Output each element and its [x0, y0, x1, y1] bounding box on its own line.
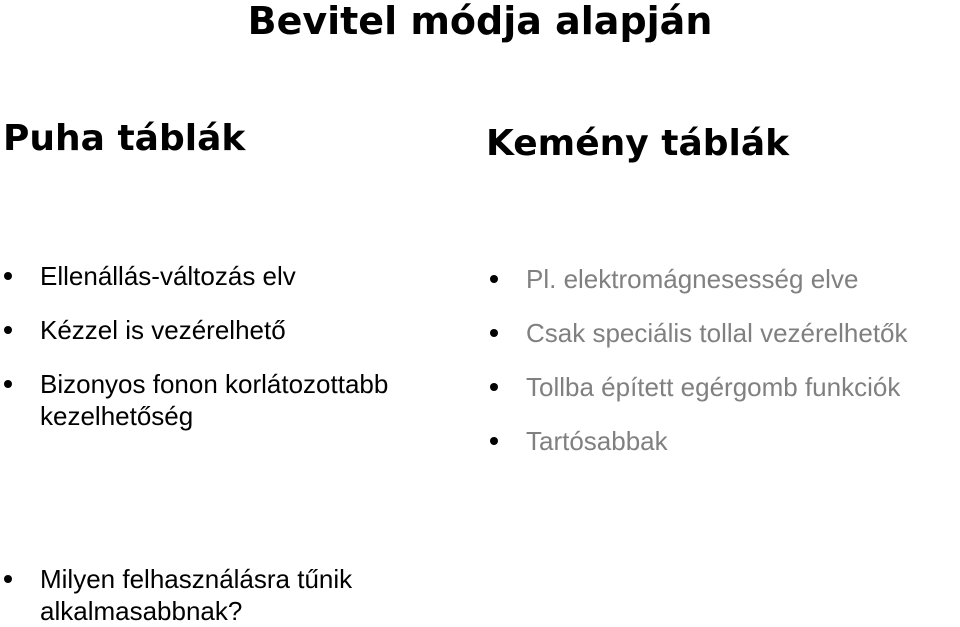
list-item-text: Milyen felhasználásra tűnik alkalmasabbnak?	[40, 564, 353, 626]
bullet-dot-icon	[490, 383, 498, 391]
slide-title: Bevitel módja alapján	[247, 0, 713, 43]
list-item	[488, 371, 960, 403]
bullet-dot-icon	[4, 380, 12, 388]
bullet-dot-icon	[4, 272, 12, 280]
left-bullet-list	[2, 260, 452, 454]
list-item-text: Tartósabbak	[526, 426, 668, 456]
bullet-dot-icon	[490, 275, 498, 283]
list-item-text: Pl. elektromágnesesség elve	[526, 264, 859, 294]
bullet-dot-icon	[490, 329, 498, 337]
list-item	[2, 314, 452, 346]
list-item-text: Bizonyos fonon korlátozottabb kezelhetőség	[40, 369, 389, 431]
list-item-text: Tollba épített egérgomb funkciók	[526, 372, 901, 402]
list-item-text: Kézzel is vezérelhető	[40, 315, 286, 345]
bottom-bullet-list	[2, 563, 452, 627]
left-column-heading: Puha táblák	[3, 118, 246, 159]
bullet-dot-icon	[4, 326, 12, 334]
right-bullet-list	[488, 263, 960, 479]
right-column-heading: Kemény táblák	[486, 123, 790, 164]
bullet-dot-icon	[4, 575, 12, 583]
list-item	[2, 563, 452, 627]
list-item	[488, 263, 960, 295]
list-item	[2, 368, 452, 432]
list-item-text: Csak speciális tollal vezérelhetők	[526, 318, 908, 348]
list-item-text: Ellenállás-változás elv	[40, 261, 296, 291]
list-item	[2, 260, 452, 292]
bullet-dot-icon	[490, 437, 498, 445]
list-item	[488, 425, 960, 457]
list-item	[488, 317, 960, 349]
